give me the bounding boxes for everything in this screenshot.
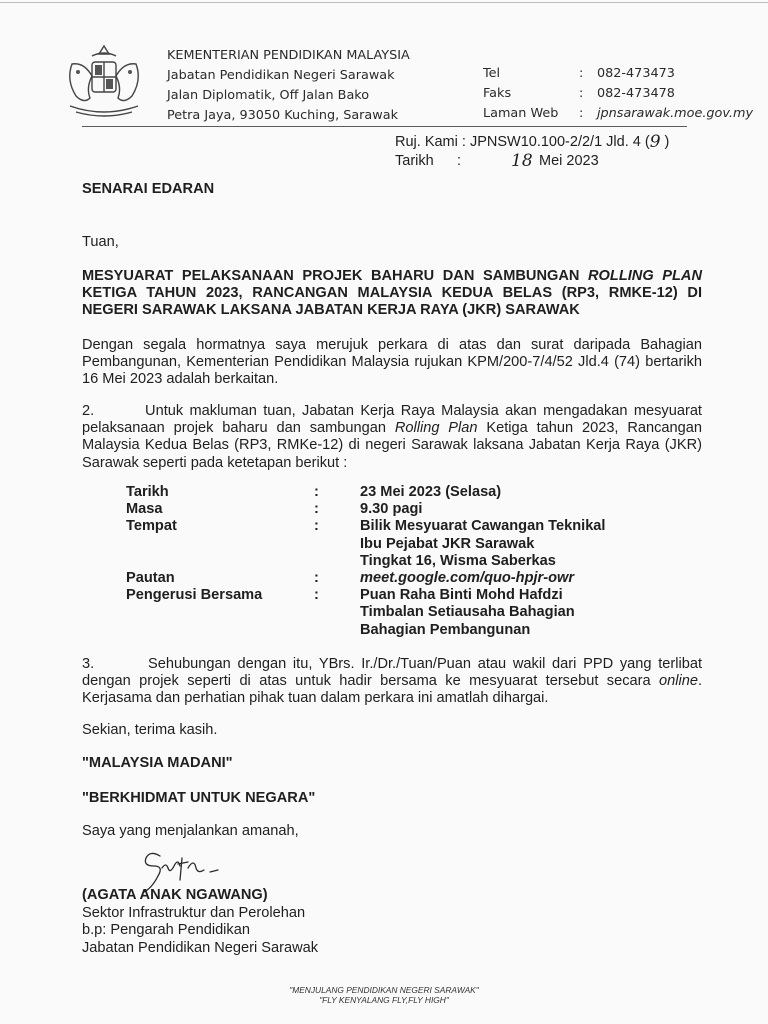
date-row [395,152,669,171]
subject-plan: PLAN [662,268,702,284]
detail-key: Pengerusi Bersama [126,587,263,604]
signatory-line-3: Jabatan Pendidikan Negeri Sarawak [82,940,319,956]
subject-heading [82,268,702,320]
fax-colon: : [579,86,584,101]
subject-rolling: ROLLING [588,268,654,284]
detail-row-time [126,501,660,518]
subject-part-1: MESYUARAT PELAKSANAAN PROJEK BAHARU DAN SAMBUNGAN [82,268,589,284]
reference-row [395,133,669,152]
scan-top-edge [0,2,768,3]
detail-value: 9.30 pagi [360,501,423,518]
detail-value-line: Puan Raha Binti Mohd Hafdzi [360,587,563,604]
footer-line-1: "MENJULANG PENDIDIKAN NEGERI SARAWAK" [289,985,479,995]
salutation: Tuan, [82,234,119,250]
detail-value: 23 Mei 2023 (Selasa) [360,484,502,500]
detail-row-link [126,570,660,587]
meeting-link[interactable]: meet.google.com/quo-hpjr-owr [360,570,575,587]
paragraph-2-part-2: Ketiga tahun 2023, Rancangan Malaysia Kedua Belas (RP3, RMKe-12) di negeri Sarawak laksana Jabatan Kerja Raya (JKR) Sarawak seperti pada ketetapan berikut : [82,420,702,471]
subject-part-2: KETIGA TAHUN 2023, RANCANGAN MALAYSIA KEDUA BELAS (RP3, RMKE-12) DI NEGERI SARAWAK LAKSANA JABATAN KERJA RAYA (JKR) SARAWAK [82,285,702,319]
reference-value: JPNSW10.100-2/2/1 Jld. 4 ( [469,134,650,150]
tel-label: Tel [483,66,501,81]
handwritten-reference-number: 9 [649,132,661,152]
paragraph-2-part-1: Untuk makluman tuan, Jabatan Kerja Raya Malaysia akan mengadakan mesyuarat pelaksanaan projek baharu dan sambungan [82,403,702,437]
paragraph-3-online: online [658,673,698,690]
signatory-name: (AGATA ANAK NGAWANG) [82,887,268,903]
detail-value-line: Bilik Mesyuarat Cawangan Teknikal [360,518,606,535]
web-colon: : [579,106,584,121]
letterhead-divider [82,126,687,127]
detail-colon: : [314,587,319,604]
paragraph-1: Dengan segala hormatnya saya merujuk perkara di atas dan surat daripada Bahagian Pembangunan, Kementerian Pendidikan Malaysia rujukan KPM/200-7/4/52 Jld.4 (74) bertarikh 16 Mei 2023 adalah berkaitan. [82,337,702,388]
signatory-line-2: b.p: Pengarah Pendidikan [82,922,250,938]
reference-label: Ruj. Kami : [395,134,466,150]
detail-value-line: Tingkat 16, Wisma Saberkas [360,552,556,569]
tel-row [483,64,753,84]
detail-value-line: Ibu Pejabat JKR Sarawak [360,535,535,552]
department-name: Jabatan Pendidikan Negeri Sarawak [167,68,395,83]
web-row [483,104,753,124]
web-value: jpnsarawak.moe.gov.my [597,106,754,121]
date-month-year: Mei 2023 [539,153,599,169]
detail-row-chair [126,587,660,639]
detail-key: Tarikh [126,484,169,500]
fax-value: 082-473478 [597,86,675,101]
paragraph-3-part-1: Sehubungan dengan itu, YBrs. Ir./Dr./Tuan/Puan atau wakil dari PPD yang terlibat dengan projek seperti di atas untuk hadir bersama ke mesyuarat tersebut secara [82,656,703,690]
signatory-line-1: Sektor Infrastruktur dan Perolehan [82,905,306,921]
date-label: Tarikh [395,153,434,169]
web-label: Laman Web [483,106,559,121]
detail-value-line: Timbalan Setiausaha Bahagian [360,604,575,621]
reference-block [395,133,669,171]
detail-key: Masa [126,501,163,518]
detail-key: Tempat [126,518,177,535]
closing-line: Sekian, terima kasih. [82,722,218,738]
letterhead-address [167,46,410,126]
detail-row-date [126,484,660,501]
reference-close: ) [664,134,670,150]
tel-value: 082-473473 [597,66,675,81]
footer-line-2: "FLY KENYALANG FLY,FLY HIGH" [319,995,449,1005]
fax-label: Faks [483,86,512,101]
detail-key: Pautan [126,570,175,587]
detail-colon: : [314,518,319,535]
detail-value-multiline [360,518,660,570]
detail-colon: : [314,484,319,500]
detail-value-line: Bahagian Pembangunan [360,621,531,638]
detail-colon: : [314,501,319,518]
paragraph-3 [82,656,702,708]
address-line-2: Petra Jaya, 93050 Kuching, Sarawak [167,108,398,123]
ministry-name: KEMENTERIAN PENDIDIKAN MALAYSIA [167,48,410,63]
motto-malaysia-madani: "MALAYSIA MADANI" [82,755,233,771]
detail-value-multiline [360,587,660,639]
paragraph-2 [82,403,702,472]
paragraph-2-number: 2. [82,403,95,419]
meeting-details [126,484,660,639]
detail-colon: : [314,570,319,587]
paragraph-3-number: 3. [82,656,95,672]
tel-colon: : [579,66,584,81]
date-colon: : [457,153,462,169]
paragraph-3-part-2: . Kerjasama dan perhatian pihak tuan dalam perkara ini amatlah dihargai. [82,673,702,707]
motto-berkhidmat: "BERKHIDMAT UNTUK NEGARA" [82,790,316,806]
footer-slogan [0,985,768,1005]
handwritten-date-day: 18 [511,151,533,171]
letterhead-contacts [483,64,753,124]
address-line-1: Jalan Diplomatik, Off Jalan Bako [167,88,370,103]
coat-of-arms-icon [62,42,146,122]
distribution-heading: SENARAI EDARAN [82,181,215,197]
trust-line: Saya yang menjalankan amanah, [82,823,299,839]
paragraph-2-rolling-plan: Rolling Plan [394,420,478,437]
detail-row-venue [126,518,660,570]
fax-row [483,84,753,104]
